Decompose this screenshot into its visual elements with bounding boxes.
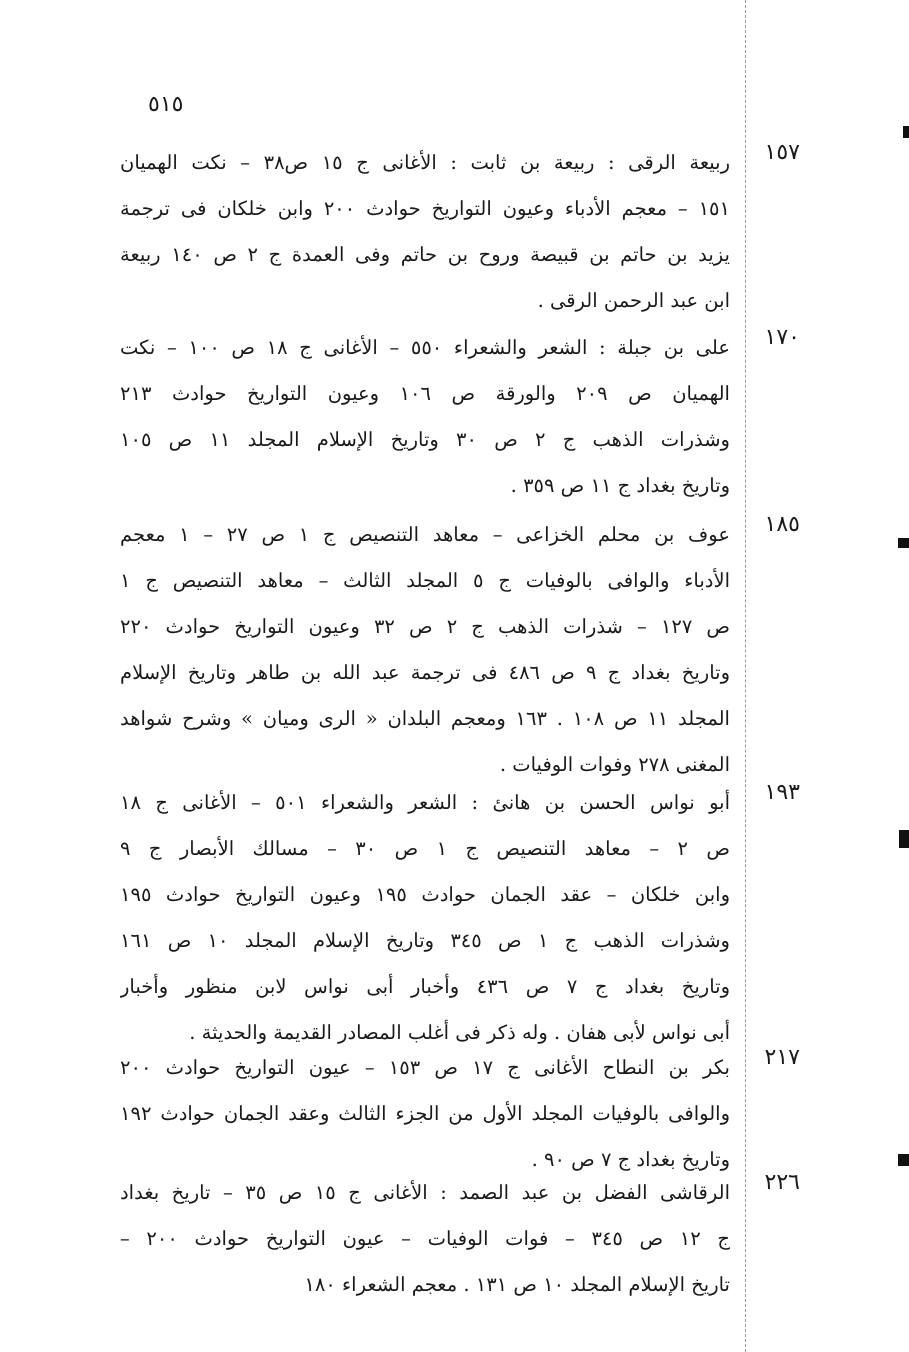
entry-line: المجلد ١١ ص ١٠٨ . ١٦٣ ومعجم البلدان « الرى وميان » وشرح شواهد [120, 707, 730, 730]
entry-line: ١٥١ – معجم الأدباء وعيون التواريخ حوادث ٢٠٠ وابن خلكان فى ترجمة [120, 197, 730, 220]
entry-number: ٢١٧ [764, 1045, 800, 1070]
entry-line: بكر بن النطاح الأغانى ج ١٧ ص ١٥٣ – عيون التواريخ حوادث ٢٠٠ [120, 1056, 730, 1079]
entry-text [120, 325, 730, 509]
scan-mark [899, 830, 909, 848]
entry-line: الرقاشى الفضل بن عبد الصمد : الأغانى ج ١٥ ص ٣٥ – تاريخ بغداد [120, 1181, 730, 1204]
column-rule [745, 0, 747, 1352]
entry-number: ١٨٥ [764, 512, 800, 537]
scan-mark [898, 538, 909, 548]
entry-line: أبى نواس لأبى هفان . وله ذكر فى أغلب المصادر القديمة والحديثة . [189, 1021, 730, 1044]
page-number: ٥١٥ [148, 92, 184, 117]
entry-number: ١٥٧ [764, 140, 800, 165]
entry-text [120, 512, 730, 788]
entry-line: ابن عبد الرحمن الرقى . [537, 289, 730, 312]
entry-line: وتاريخ بغداد ج ١١ ص ٣٥٩ . [510, 474, 730, 497]
entry-line: تاريخ الإسلام المجلد ١٠ ص ١٣١ . معجم الشعراء ١٨٠ [304, 1273, 730, 1296]
entry-line: ج ١٢ ص ٣٤٥ – فوات الوفيات – عيون التواريخ حوادث ٢٠٠ – [120, 1227, 730, 1250]
entry-line: الأدباء والوافى بالوفيات ج ٥ المجلد الثالث – معاهد التنصيص ج ١ [120, 569, 730, 592]
entry-line: وابن خلكان – عقد الجمان حوادث ١٩٥ وعيون التواريخ حوادث ١٩٥ [120, 883, 730, 906]
entry-line: وشذرات الذهب ج ٢ ص ٣٠ وتاريخ الإسلام المجلد ١١ ص ١٠٥ [120, 428, 730, 451]
entry-line: وشذرات الذهب ج ١ ص ٣٤٥ وتاريخ الإسلام المجلد ١٠ ص ١٦١ [120, 929, 730, 952]
entry-line: وتاريخ بغداد ج ٧ ص ٤٣٦ وأخبار أبى نواس لابن منظور وأخبار [120, 975, 730, 998]
entry-line: وتاريخ بغداد ج ٩ ص ٤٨٦ فى ترجمة عبد الله بن طاهر وتاريخ الإسلام [120, 661, 730, 684]
entry-line: يزيد بن حاتم بن قبيصة وروح بن حاتم وفى العمدة ج ٢ ص ١٤٠ ربيعة [120, 243, 730, 266]
entry-text [120, 1170, 730, 1308]
entry-line: المغنى ٢٧٨ وفوات الوفيات . [499, 753, 730, 776]
entry-line: ربيعة الرقى : ربيعة بن ثابت : الأغانى ج ١٥ ص٣٨ – نكت الهميان [120, 151, 730, 174]
entry-text [120, 140, 730, 324]
scan-mark [903, 126, 909, 138]
entry-line: على بن جبلة : الشعر والشعراء ٥٥٠ – الأغانى ج ١٨ ص ١٠٠ – نكت [120, 336, 730, 359]
entry-line: والوافى بالوفيات المجلد الأول من الجزء الثالث وعقد الجمان حوادث ١٩٢ [120, 1102, 730, 1125]
entry-line: ص ١٢٧ – شذرات الذهب ج ٢ ص ٣٢ وعيون التواريخ حوادث ٢٢٠ [120, 615, 730, 638]
entry-number: ١٩٣ [764, 780, 800, 805]
entry-number: ٢٢٦ [764, 1170, 800, 1195]
entry-number: ١٧٠ [764, 325, 800, 350]
entry-text [120, 780, 730, 1056]
entry-line: وتاريخ بغداد ج ٧ ص ٩٠ . [531, 1148, 730, 1171]
entry-line: الهميان ص ٢٠٩ والورقة ص ١٠٦ وعيون التواريخ حوادث ٢١٣ [120, 382, 730, 405]
entry-line: أبو نواس الحسن بن هانئ : الشعر والشعراء ٥٠١ – الأغانى ج ١٨ [120, 791, 730, 814]
scan-mark [898, 1154, 909, 1166]
entry-text [120, 1045, 730, 1183]
entry-line: عوف بن محلم الخزاعى – معاهد التنصيص ج ١ ص ٢٧ – ١ معجم [120, 523, 730, 546]
entry-line: ص ٢ – معاهد التنصيص ج ١ ص ٣٠ – مسالك الأبصار ج ٩ [120, 837, 730, 860]
